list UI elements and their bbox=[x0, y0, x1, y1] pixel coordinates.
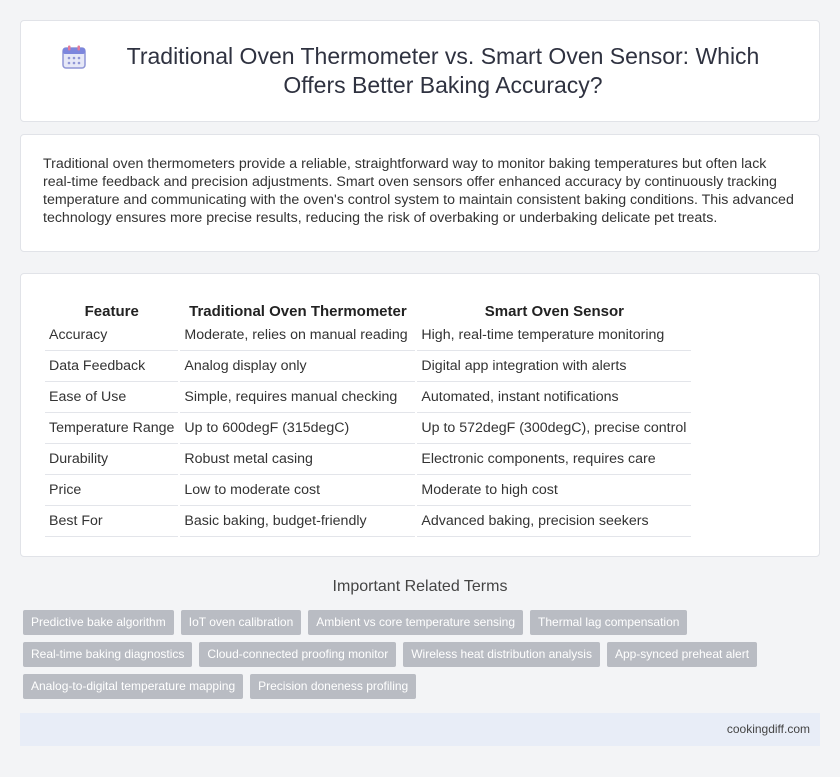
tag-link[interactable]: Ambient vs core temperature sensing bbox=[308, 610, 523, 635]
cell-smart: Up to 572degF (300degC), precise control bbox=[417, 413, 691, 444]
intro-card bbox=[20, 134, 820, 252]
footer bbox=[20, 713, 820, 746]
table-row bbox=[45, 320, 691, 351]
cell-feature: Data Feedback bbox=[45, 351, 178, 382]
tag-link[interactable]: Analog-to-digital temperature mapping bbox=[23, 674, 243, 699]
table-header-row bbox=[45, 296, 691, 320]
cell-traditional: Low to moderate cost bbox=[180, 475, 415, 506]
tag-link[interactable]: IoT oven calibration bbox=[181, 610, 302, 635]
comparison-table-card bbox=[20, 273, 820, 557]
header-feature: Feature bbox=[84, 303, 139, 320]
table-row bbox=[45, 506, 691, 537]
title-wrap bbox=[21, 21, 819, 121]
related-tags bbox=[23, 610, 803, 699]
cell-traditional: Robust metal casing bbox=[180, 444, 415, 475]
cell-traditional: Moderate, relies on manual reading bbox=[180, 320, 415, 351]
cell-smart: Digital app integration with alerts bbox=[417, 351, 691, 382]
related-terms-title: Important Related Terms bbox=[332, 578, 508, 595]
page-title: Traditional Oven Thermometer vs. Smart Oven Sensor: Which Offers Better Baking Accuracy? bbox=[126, 43, 760, 98]
cell-traditional: Analog display only bbox=[180, 351, 415, 382]
footer-site[interactable]: cookingdiff.com bbox=[726, 722, 810, 736]
cell-smart: Moderate to high cost bbox=[417, 475, 691, 506]
table-row bbox=[45, 413, 691, 444]
tag-link[interactable]: Wireless heat distribution analysis bbox=[403, 642, 600, 667]
cell-feature: Price bbox=[45, 475, 178, 506]
comparison-table bbox=[43, 296, 693, 537]
title-card bbox=[20, 20, 820, 122]
tag-link[interactable]: Predictive bake algorithm bbox=[23, 610, 174, 635]
tag-link[interactable]: Precision doneness profiling bbox=[250, 674, 416, 699]
cell-smart: High, real-time temperature monitoring bbox=[417, 320, 691, 351]
cell-feature: Accuracy bbox=[45, 320, 178, 351]
tag-link[interactable]: Thermal lag compensation bbox=[530, 610, 687, 635]
cell-feature: Durability bbox=[45, 444, 178, 475]
cell-traditional: Simple, requires manual checking bbox=[180, 382, 415, 413]
cell-traditional: Up to 600degF (315degC) bbox=[180, 413, 415, 444]
tag-link[interactable]: App-synced preheat alert bbox=[607, 642, 757, 667]
table-row bbox=[45, 351, 691, 382]
tag-link[interactable]: Real-time baking diagnostics bbox=[23, 642, 192, 667]
table-row bbox=[45, 475, 691, 506]
cell-smart: Electronic components, requires care bbox=[417, 444, 691, 475]
cell-smart: Advanced baking, precision seekers bbox=[417, 506, 691, 537]
header-traditional: Traditional Oven Thermometer bbox=[189, 303, 407, 320]
table-row bbox=[45, 382, 691, 413]
cell-feature: Best For bbox=[45, 506, 178, 537]
cell-feature: Temperature Range bbox=[45, 413, 178, 444]
table-row bbox=[45, 444, 691, 475]
intro-paragraph: Traditional oven thermometers provide a reliable, straightforward way to monitor baking temperatures but often lack real-time feedback and precision adjustments. Smart oven sensors offer enhanced accuracy by continuously tracking temperature and communicating with the oven's control system to maintain consistent baking conditions. This advanced technology ensures more precise results, reducing the risk of overbaking or underbaking delicate pet treats. bbox=[43, 156, 794, 226]
cell-smart: Automated, instant notifications bbox=[417, 382, 691, 413]
cell-traditional: Basic baking, budget-friendly bbox=[180, 506, 415, 537]
calendar-icon bbox=[61, 44, 87, 70]
tag-link[interactable]: Cloud-connected proofing monitor bbox=[199, 642, 396, 667]
header-smart: Smart Oven Sensor bbox=[484, 303, 625, 320]
cell-feature: Ease of Use bbox=[45, 382, 178, 413]
